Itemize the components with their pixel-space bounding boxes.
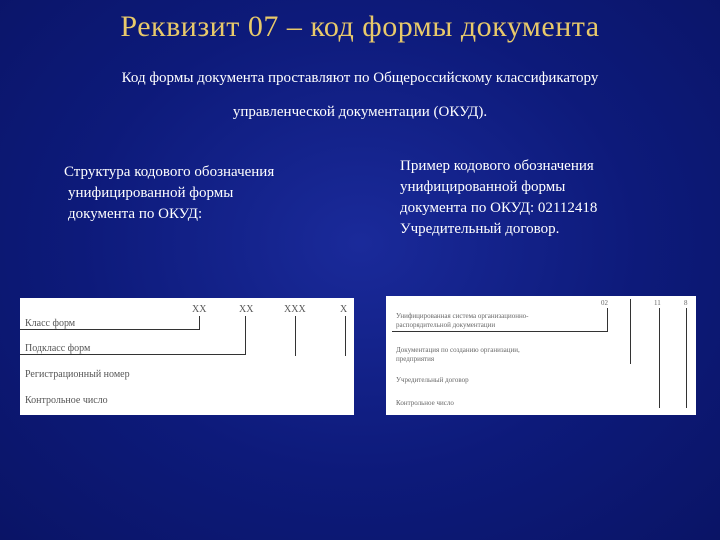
connector: [345, 316, 346, 356]
connector: [686, 308, 687, 408]
label-line: предприятия: [396, 355, 435, 363]
slide-title: Реквизит 07 – код формы документа: [120, 10, 600, 43]
code-class: 02: [601, 299, 608, 307]
connector: [295, 316, 296, 356]
label-check: [396, 399, 454, 407]
left-caption-line: Структура кодового обозначения: [64, 164, 275, 180]
label-subclass: Подкласс форм: [25, 343, 91, 354]
label-class: [396, 312, 529, 330]
code-subclass: ХХ: [239, 304, 254, 315]
label-subclass: [396, 346, 520, 364]
right-caption-line: документа по ОКУД: 02112418: [400, 200, 598, 216]
connector: [630, 299, 631, 364]
okud-structure-diagram: [20, 298, 354, 415]
okud-example-diagram: [386, 296, 696, 415]
left-caption-line: унифицированной формы: [68, 185, 234, 201]
label-line: распорядительной документации: [396, 321, 496, 329]
label-line: Документация по созданию организации,: [396, 346, 520, 354]
intro-line-2: управленческой документации (ОКУД).: [232, 104, 488, 120]
code-subclass: 11: [654, 299, 661, 307]
label-registration: Регистрационный номер: [25, 369, 130, 380]
label-line: Контрольное число: [396, 399, 454, 407]
code-check: 8: [684, 299, 688, 307]
connector: [659, 308, 660, 408]
connector: [20, 354, 246, 355]
right-caption-line: унифицированной формы: [400, 179, 566, 195]
connector: [199, 316, 200, 329]
label-line: Унифицированная система организационно-: [396, 312, 529, 320]
label-registration: [396, 376, 469, 384]
connector: [392, 331, 608, 332]
left-caption-line: документа по ОКУД:: [68, 206, 203, 222]
label-class: Класс форм: [25, 318, 76, 329]
connector: [20, 329, 200, 330]
left-caption: [64, 162, 334, 225]
right-caption: [400, 156, 700, 240]
label-check: Контрольное число: [25, 395, 108, 406]
code-registration: ХХХ: [284, 304, 306, 315]
right-caption-line: Учредительный договор.: [400, 221, 560, 237]
code-class: ХХ: [192, 304, 207, 315]
code-check: Х: [340, 304, 348, 315]
intro-line-1: Код формы документа проставляют по Общероссийскому классификатору: [121, 70, 599, 86]
connector: [607, 308, 608, 332]
right-caption-line: Пример кодового обозначения: [400, 158, 594, 174]
connector: [245, 316, 246, 354]
label-line: Учредительный договор: [396, 376, 469, 384]
